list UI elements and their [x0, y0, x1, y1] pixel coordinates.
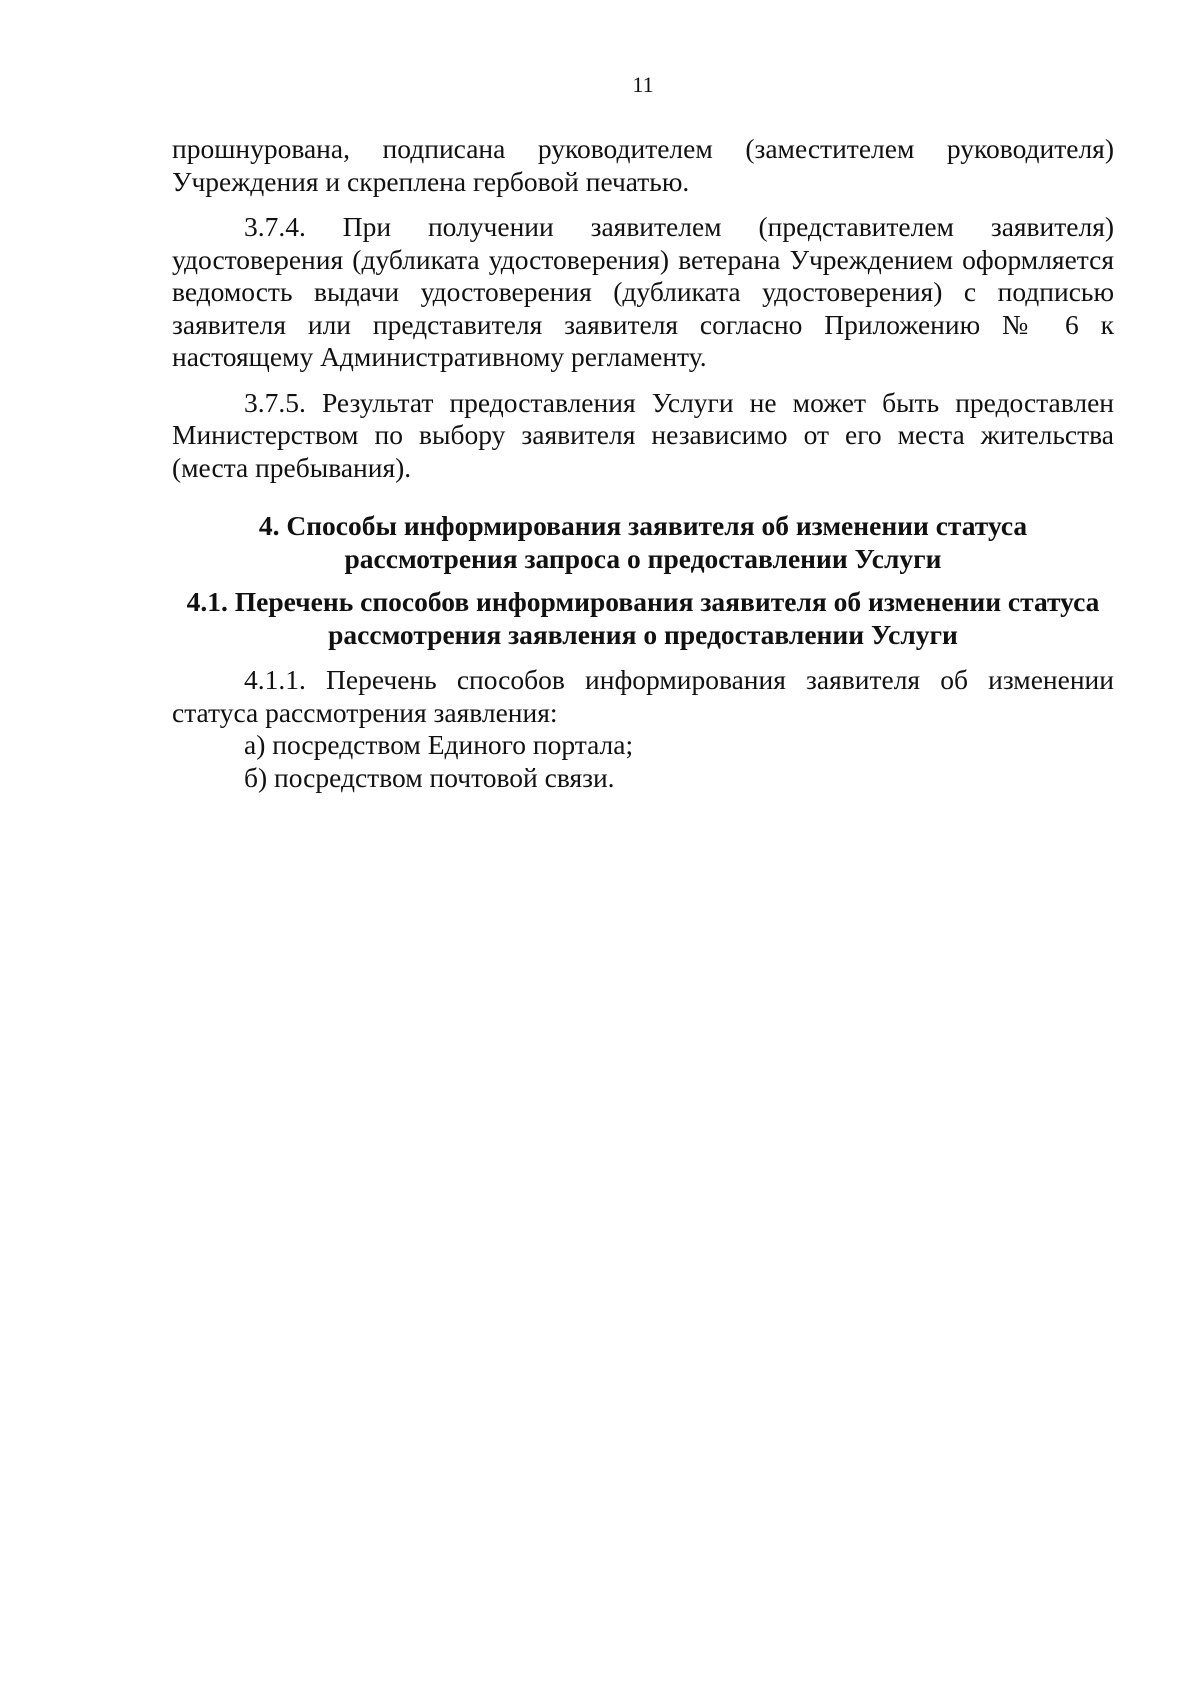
paragraph-3-7-5: 3.7.5. Результат предоставления Услуги не может быть предоставлен Министерством по выбору заявителя независимо от его места жительства (места пребывания). — [172, 386, 1114, 483]
paragraph-continuation: прошнурована, подписана руководителем (заместителем руководителя) Учреждения и скреплена гербовой печатью. — [172, 133, 1114, 197]
section-heading-4: 4. Способы информирования заявителя об изменении статуса рассмотрения запроса о предоставлении Услуги — [258, 510, 1028, 574]
paragraph-3-7-4: 3.7.4. При получении заявителем (представителем заявителя) удостоверения (дубликата удостоверения) ветерана Учреждением оформляется ведомость выдачи удостоверения (дубликата удостоверения) с подписью заявителя или представителя заявителя согласно Приложению № 6 к настоящему Административному регламенту. — [172, 211, 1114, 372]
section-heading-4-1: 4.1. Перечень способов информирования заявителя об изменении статуса рассмотрения заявления о предоставлении Услуги — [186, 586, 1100, 650]
paragraph-4-1-1: 4.1.1. Перечень способов информирования заявителя об изменении статуса рассмотрения заявления: — [172, 664, 1114, 728]
document-body — [172, 133, 1114, 794]
list-item-a: а) посредством Единого портала; — [244, 729, 634, 760]
list-item-b: б) посредством почтовой связи. — [244, 761, 615, 793]
page-number: 11 — [632, 72, 654, 97]
